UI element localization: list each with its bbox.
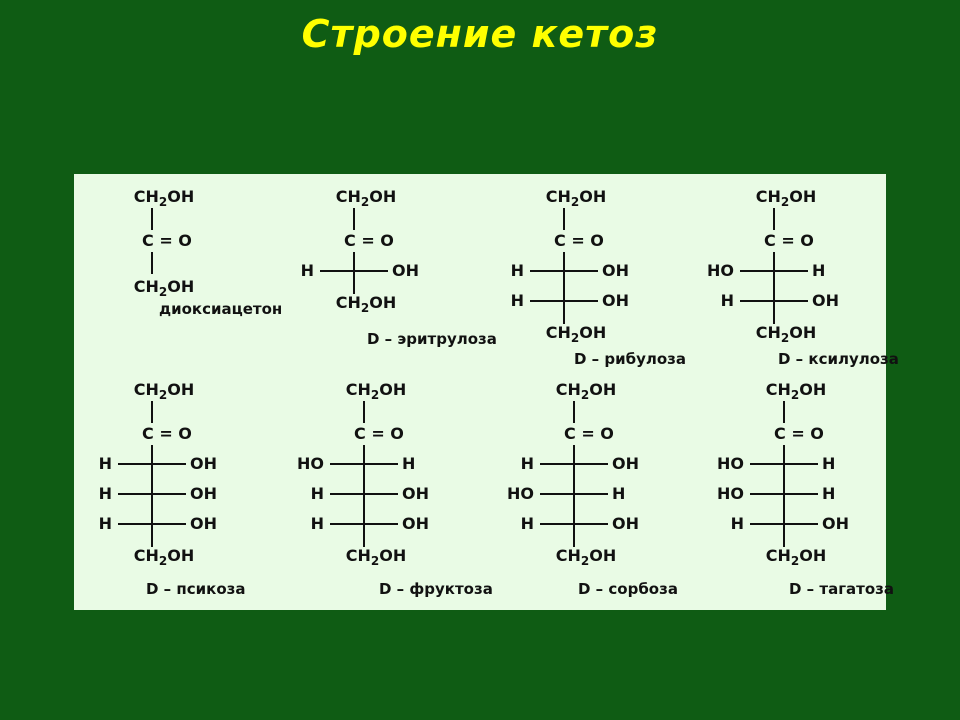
compound-2-row-1-left-h-label: H <box>300 261 314 280</box>
compound-6-row-1-right-h-label: H <box>402 454 416 473</box>
compound-7-row-3-right-oh-label: OH <box>612 514 639 533</box>
compound-5-carbonyl-label: C = O <box>142 424 192 443</box>
compound-4-row-1-left-ho-label: HO <box>707 261 734 280</box>
compound-6-top-ch2oh-label: $CH_2OH$ <box>345 380 407 402</box>
compound-6-row-1-left-ho-label: HO <box>297 454 324 473</box>
compound-7-row-1-right-oh-label: OH <box>612 454 639 473</box>
compound-7-row-2-left-ho-label: HO <box>507 484 534 503</box>
compound-4-row-2-right-oh-label: OH <box>812 291 839 310</box>
compound-8-row-3-left-h-label: H <box>730 514 744 533</box>
compound-8-name-label: D – тагатоза <box>789 580 895 598</box>
compound-5-row-2-right-oh-label: OH <box>190 484 217 503</box>
compound-6-bottom-ch2oh-label: $CH_2OH$ <box>345 546 407 568</box>
compound-7-carbonyl-label: C = O <box>564 424 614 443</box>
compound-2-name-label: D – эритрулоза <box>367 330 497 348</box>
compound-3-carbonyl-label: C = O <box>554 231 604 250</box>
compound-3-name-label: D – рибулоза <box>574 350 687 368</box>
compound-1-top-ch2oh-label: $CH_2OH$ <box>133 187 195 209</box>
compound-6-name-label: D – фруктоза <box>379 580 493 598</box>
compound-5-row-2-left-h-label: H <box>98 484 112 503</box>
compound-6-row-3-left-h-label: H <box>310 514 324 533</box>
compound-8-carbonyl-label: C = O <box>774 424 824 443</box>
slide-title: Строение кетоз <box>301 12 659 56</box>
compound-8-top-ch2oh-label: $CH_2OH$ <box>765 380 827 402</box>
compound-5-name-label: D – псикоза <box>146 580 246 598</box>
compound-4-row-1-right-h-label: H <box>812 261 826 280</box>
compound-6-row-2-right-oh-label: OH <box>402 484 429 503</box>
compound-7-top-ch2oh-label: $CH_2OH$ <box>555 380 617 402</box>
compound-1-carbonyl-label: C = O <box>142 231 192 250</box>
compound-6-row-2-left-h-label: H <box>310 484 324 503</box>
compound-4-row-2-left-h-label: H <box>720 291 734 310</box>
compound-7-bottom-ch2oh-label: $CH_2OH$ <box>555 546 617 568</box>
compound-2-carbonyl-label: C = O <box>344 231 394 250</box>
ketose-structures-diagram <box>74 174 899 610</box>
compound-4-name-label: D – ксилулоза <box>778 350 899 368</box>
compound-8-row-1-right-h-label: H <box>822 454 836 473</box>
compound-3-row-2-left-h-label: H <box>510 291 524 310</box>
compound-8-bottom-ch2oh-label: $CH_2OH$ <box>765 546 827 568</box>
compound-5-row-1-left-h-label: H <box>98 454 112 473</box>
compound-7-row-3-left-h-label: H <box>520 514 534 533</box>
compound-1-bottom-ch2oh-label: $CH_2OH$ <box>133 277 195 299</box>
compound-3-row-2-right-oh-label: OH <box>602 291 629 310</box>
compound-7-name-label: D – сорбоза <box>578 580 678 598</box>
compound-4-bottom-ch2oh-label: $CH_2OH$ <box>755 323 817 345</box>
ketose-structures-panel <box>74 174 899 610</box>
compound-3-row-1-right-oh-label: OH <box>602 261 629 280</box>
compound-5-row-3-left-h-label: H <box>98 514 112 533</box>
compound-6-row-3-right-oh-label: OH <box>402 514 429 533</box>
compound-3-top-ch2oh-label: $CH_2OH$ <box>545 187 607 209</box>
compound-5-row-1-right-oh-label: OH <box>190 454 217 473</box>
compound-7-row-2-right-h-label: H <box>612 484 626 503</box>
compound-5-row-3-right-oh-label: OH <box>190 514 217 533</box>
compound-3-bottom-ch2oh-label: $CH_2OH$ <box>545 323 607 345</box>
compound-8-row-3-right-oh-label: OH <box>822 514 849 533</box>
compound-6-carbonyl-label: C = O <box>354 424 404 443</box>
compound-2-bottom-ch2oh-label: $CH_2OH$ <box>335 293 397 315</box>
compound-4-top-ch2oh-label: $CH_2OH$ <box>755 187 817 209</box>
compound-2-row-1-right-oh-label: OH <box>392 261 419 280</box>
compound-8-row-1-left-ho-label: HO <box>717 454 744 473</box>
compound-8-row-2-left-ho-label: HO <box>717 484 744 503</box>
compound-8-row-2-right-h-label: H <box>822 484 836 503</box>
compound-5-top-ch2oh-label: $CH_2OH$ <box>133 380 195 402</box>
compound-4-carbonyl-label: C = O <box>764 231 814 250</box>
compound-2-top-ch2oh-label: $CH_2OH$ <box>335 187 397 209</box>
compound-5-bottom-ch2oh-label: $CH_2OH$ <box>133 546 195 568</box>
compound-1-name-label: диоксиацетон <box>159 300 283 318</box>
compound-7-row-1-left-h-label: H <box>520 454 534 473</box>
compound-3-row-1-left-h-label: H <box>510 261 524 280</box>
